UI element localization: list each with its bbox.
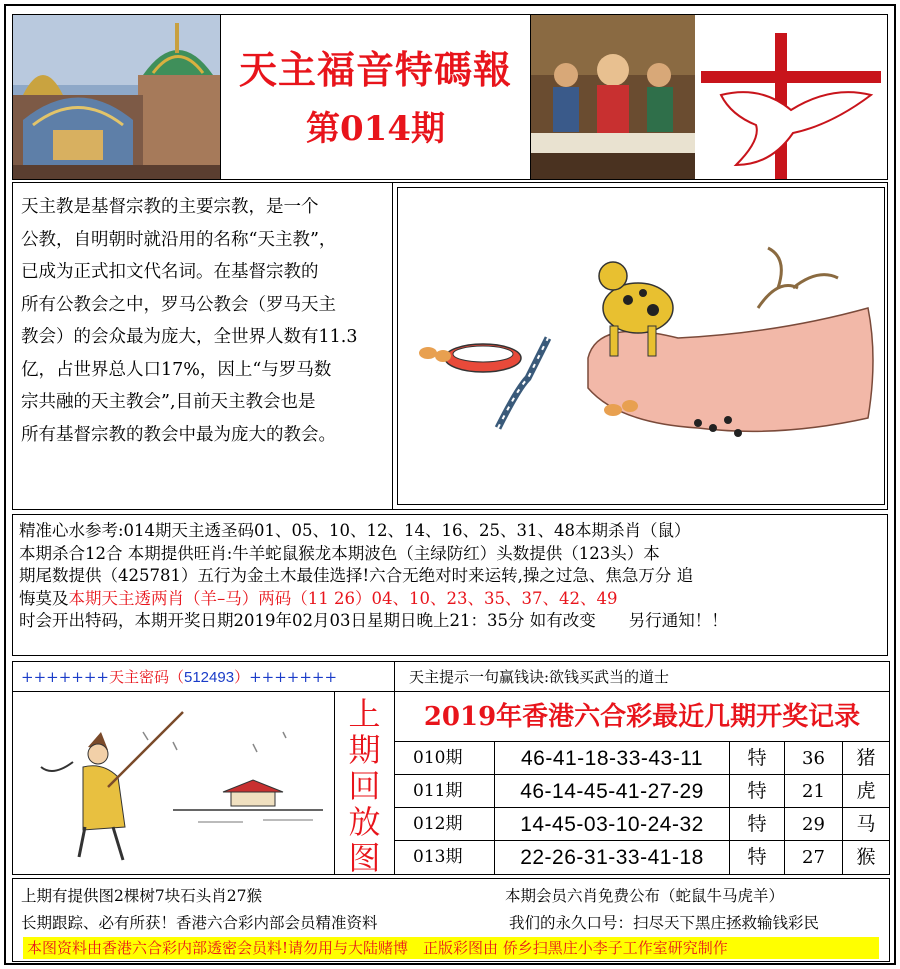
- replay-char: 期: [348, 731, 381, 769]
- zodiac-cell: 马: [856, 813, 876, 835]
- intro-line: 已成为正式扣文代名词。在基督宗教的: [21, 262, 319, 282]
- table-row: [395, 775, 889, 808]
- password-label-end: ）: [234, 668, 250, 686]
- issue-number: 第014期: [306, 109, 445, 149]
- issue-cell: 011期: [395, 775, 495, 808]
- special-number-cell: 27: [785, 841, 843, 874]
- footer-last-issue-note: 上期有提供图2棵树7块石头肖27猴: [21, 887, 262, 905]
- intro-line: 所有公教会之中，罗马公教会（罗马天主: [21, 294, 336, 315]
- intro-line: 公教，自明朝时就沿用的名称“天主教”，: [21, 229, 337, 250]
- header-right-images: [531, 15, 887, 179]
- hint-bar: 天主提示一句赢钱诀:欲钱买武当的道士: [395, 662, 889, 692]
- special-number-cell: 29: [785, 808, 843, 841]
- numbers-cell: 14-45-03-10-24-32: [495, 808, 730, 841]
- tips-line: [19, 588, 881, 611]
- plus-decoration: +++++++: [249, 668, 338, 686]
- footer-banner: 本图资料由香港六合彩内部透密会员料!请勿用与大陆赌博 正版彩图由 侨乡扫黑庄小李子工作室研究制作: [23, 937, 879, 959]
- tips-line: 期尾数提供（425781）五行为金土木最佳选择!六合无绝对时来运转,操之过急、焦急万分 追: [19, 566, 694, 585]
- replay-char: 上: [348, 695, 381, 733]
- footer-tracking-note: 长期跟踪、必有所获！香港六合彩内部会员精准资料: [21, 914, 378, 932]
- special-label-cell: 特: [730, 841, 785, 874]
- header: [12, 14, 888, 180]
- last-issue-replay-label: [335, 692, 395, 877]
- records-section: [12, 661, 890, 875]
- tips-line: 精准心水参考:014期天主透圣码01、05、10、12、14、16、25、31、48本期杀肖（鼠）: [19, 521, 691, 540]
- special-number-cell: 21: [785, 775, 843, 808]
- intro-line: 天主教是基督宗教的主要宗教，是一个: [21, 197, 319, 217]
- footer: [12, 878, 890, 962]
- tips-line: 时会开出特码，本期开奖日期2019年02月03日星期日晚上21：35分 如有改变 另行通知！！: [19, 611, 728, 630]
- intro-line: 所有基督宗教的教会中最为庞大的教会。: [21, 424, 336, 445]
- footer-member-zodiacs: 本期会员六肖免费公布（蛇鼠牛马虎羊）: [505, 887, 785, 905]
- zodiac-cell: 猪: [856, 747, 876, 769]
- password-label: 天主密码（: [108, 668, 184, 686]
- title-panel: [221, 15, 531, 179]
- records-title: 2019年香港六合彩最近几期开奖记录: [395, 692, 889, 742]
- password-bar: [13, 662, 395, 692]
- intro-text: [13, 183, 393, 509]
- tips-section: [12, 514, 888, 656]
- lottery-records-table: [395, 692, 889, 874]
- plus-decoration: +++++++: [21, 668, 109, 686]
- tips-text: 悔莫及: [19, 588, 69, 608]
- tips-line: 本期杀合12合 本期提供旺肖:牛羊蛇鼠猴龙本期波色（主绿防红）头数提供（123头）本: [19, 543, 660, 563]
- replay-char: 放: [348, 803, 381, 841]
- zodiac-cell: 虎: [856, 780, 876, 802]
- issue-cell: 012期: [395, 808, 495, 841]
- special-number-cell: 36: [785, 742, 843, 775]
- intro-section: [12, 182, 888, 510]
- issue-cell: 010期: [395, 742, 495, 775]
- numbers-cell: 46-14-45-41-27-29: [495, 775, 730, 808]
- newspaper-title: 天主福音特碼報: [238, 47, 512, 92]
- zodiac-cell: 猴: [856, 846, 876, 868]
- numbers-cell: 46-41-18-33-43-11: [495, 742, 730, 775]
- table-row: [395, 742, 889, 775]
- footer-slogan: 我们的永久口号：扫尽天下黑庄拯救输钱彩民: [509, 914, 820, 932]
- table-row: [395, 808, 889, 841]
- special-label-cell: 特: [730, 808, 785, 841]
- intro-line: 亿，占世界总人口17%，因上“与罗马数: [21, 359, 332, 380]
- dog-snake-illustration: [397, 187, 885, 505]
- special-label-cell: 特: [730, 742, 785, 775]
- replay-char: 回: [348, 767, 381, 805]
- table-row: [395, 841, 889, 874]
- numbers-cell: 22-26-31-33-41-18: [495, 841, 730, 874]
- special-label-cell: 特: [730, 775, 785, 808]
- intro-line: 宗共融的天主教会”,目前天主教会也是: [21, 392, 316, 412]
- fisherman-cartoon: [13, 692, 335, 874]
- replay-char: 图: [348, 839, 381, 877]
- password-code: 512493: [184, 669, 235, 686]
- cathedral-image: [13, 15, 221, 179]
- issue-cell: 013期: [395, 841, 495, 874]
- tips-highlight: 本期天主透两肖（羊–马）两码（11 26）04、10、23、35、37、42、49: [68, 588, 618, 608]
- intro-line: 教会）的会众最为庞大，全世界人数有11.3: [21, 327, 358, 347]
